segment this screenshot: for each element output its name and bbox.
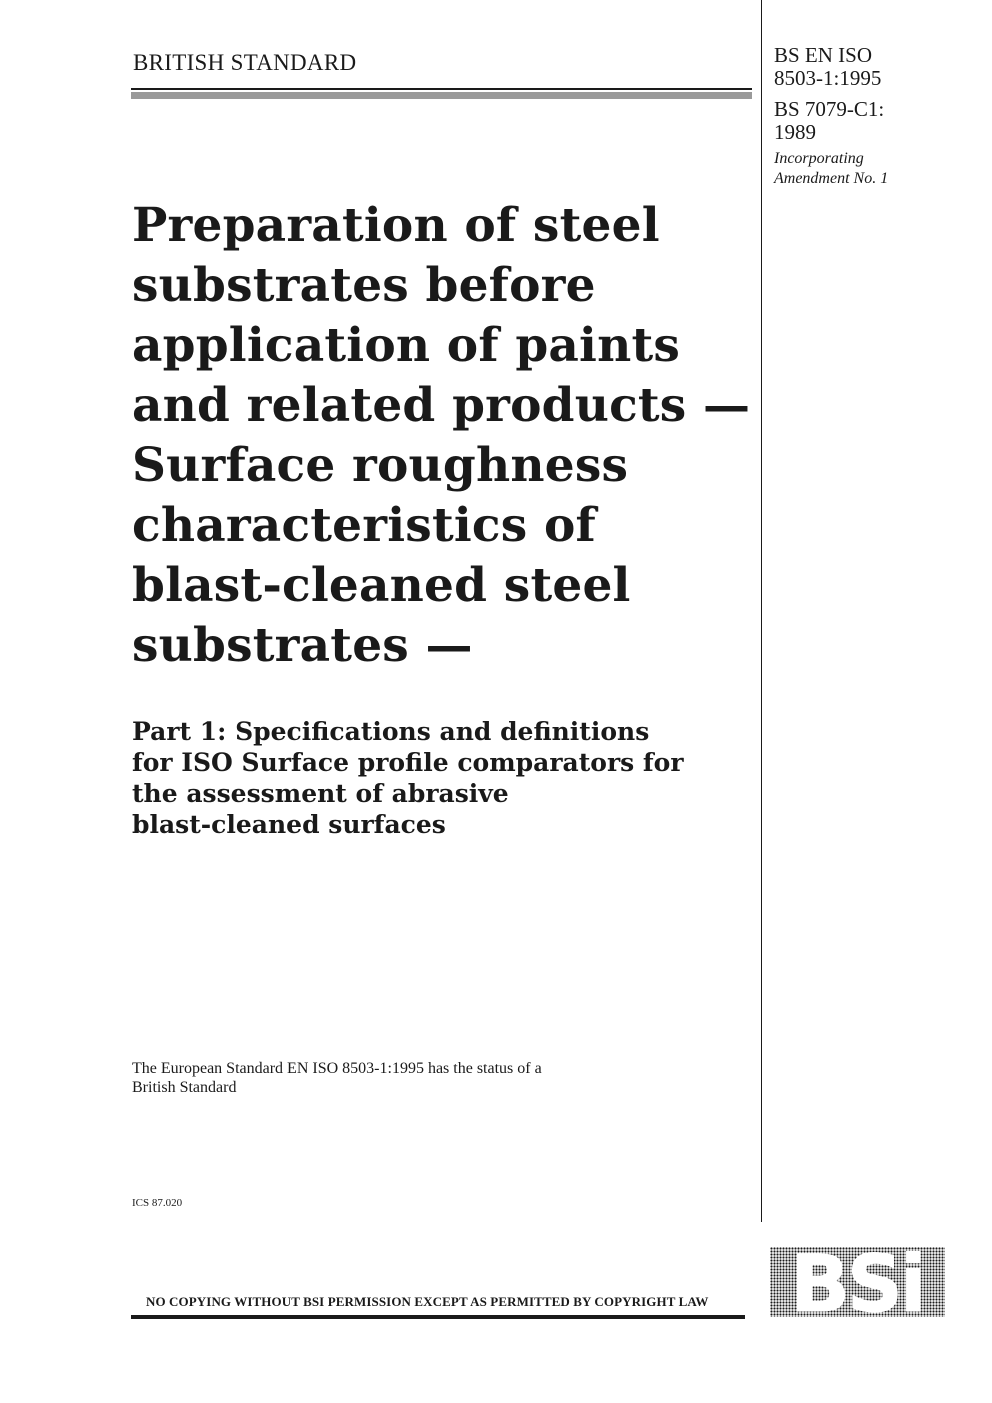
- logo-text: BSi: [790, 1247, 924, 1317]
- title-line: Preparation of steel: [132, 198, 660, 253]
- amendment-note: Incorporating Amendment No. 1: [774, 150, 889, 187]
- title-line: and related products —: [132, 378, 751, 433]
- copyright-notice: NO COPYING WITHOUT BSI PERMISSION EXCEPT AS PERMITTED BY COPYRIGHT LAW: [146, 1294, 709, 1309]
- title-line: Surface roughness: [132, 438, 629, 493]
- document-title: [132, 196, 757, 676]
- title-line: application of paints: [132, 318, 681, 373]
- part-title-line: Part 1: Specifications and definitions: [132, 717, 650, 746]
- column-divider: [761, 0, 762, 1222]
- status-note: [132, 1059, 732, 1097]
- header-rule: [131, 88, 752, 99]
- footer-rule: [131, 1315, 745, 1319]
- title-line: substrates —: [132, 618, 473, 673]
- part-title-line: for ISO Surface profile comparators for: [132, 748, 684, 777]
- bsi-logo-icon: [770, 1247, 945, 1317]
- part-title: [132, 716, 757, 840]
- part-title-line: the assessment of abrasive: [132, 779, 509, 808]
- part-title-line: blast-cleaned surfaces: [132, 810, 446, 839]
- document-type-label: BRITISH STANDARD: [133, 50, 357, 75]
- standard-number-secondary: BS 7079-C1: 1989: [774, 97, 885, 144]
- status-note-line: British Standard: [132, 1079, 237, 1096]
- standard-identifier-block: [774, 44, 984, 189]
- title-line: substrates before: [132, 258, 596, 313]
- standard-number-primary: BS EN ISO 8503-1:1995: [774, 43, 882, 90]
- status-note-line: The European Standard EN ISO 8503-1:1995 has the status of a: [132, 1060, 542, 1077]
- title-line: characteristics of: [132, 498, 596, 553]
- title-line: blast-cleaned steel: [132, 558, 631, 613]
- ics-code: ICS 87.020: [132, 1197, 183, 1209]
